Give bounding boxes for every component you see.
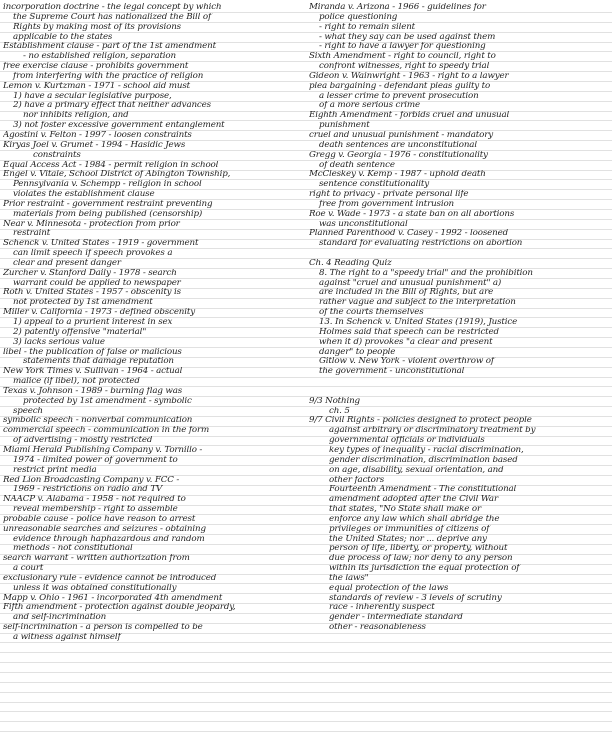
note-line: 2) patently offensive "material" <box>13 327 147 337</box>
note-line: amendment adopted after the Civil War <box>329 495 498 505</box>
note-line: 2) have a primary effect that neither advances <box>13 101 211 111</box>
note-line: ch. 5 <box>329 406 350 416</box>
note-line: unreasonable searches and seizures - obtaining <box>3 524 206 534</box>
note-line: not protected by 1st amendment <box>13 298 153 308</box>
note-line: free from government intrusion <box>319 199 455 209</box>
note-line: speech <box>13 406 43 416</box>
note-line: the laws" <box>329 573 369 583</box>
note-line: confront witnesses, right to speedy trial <box>319 62 490 72</box>
note-line: 13. In Schenck v. United States (1919), Justice <box>319 318 518 327</box>
note-line: of death sentence <box>319 160 395 170</box>
note-line: 9/3 Nothing <box>309 396 360 406</box>
note-line: McCleskey v. Kemp - 1987 - uphold death <box>309 170 486 180</box>
note-line: that states, "No State shall make or <box>329 505 481 515</box>
note-line: 8. The right to a "speedy trial" and the prohibition <box>319 268 533 278</box>
note-line: 1974 - limited power of government to <box>13 455 178 465</box>
note-line: Establishment clause - part of the 1st amendment <box>3 42 216 52</box>
note-line: Prior restraint - government restraint preventing <box>3 199 213 209</box>
note-line: Gregg v. Georgia - 1976 - constitutionality <box>309 150 488 160</box>
note-line: Ch. 4 Reading Quiz <box>309 258 392 268</box>
note-line: Sixth Amendment - right to council, right to <box>309 52 496 62</box>
note-line: within its jurisdiction the equal protection of <box>329 564 520 574</box>
ruled-line <box>0 662 612 663</box>
note-line: gender - intermediate standard <box>329 613 463 623</box>
note-line: incorporation doctrine - the legal concept by which <box>3 3 222 12</box>
ruled-line <box>0 711 612 712</box>
note-line: - what they say can be used against them <box>319 32 496 42</box>
note-line: search warrant - written authorization from <box>3 554 190 564</box>
note-line: death sentences are unconstitutional <box>319 140 477 150</box>
note-line: other - reasonableness <box>329 623 426 633</box>
note-line: warrant could be applied to newspaper <box>13 278 181 288</box>
note-line: New York Times v. Sullivan - 1964 - actual <box>3 367 183 377</box>
note-line: 9/7 Civil Rights - policies designed to protect people <box>309 416 532 426</box>
note-line: Zurcher v. Stanford Daily - 1978 - search <box>3 268 177 278</box>
note-line: other factors <box>329 475 385 485</box>
note-line: of advertising - mostly restricted <box>13 436 153 446</box>
note-line: equal protection of the laws <box>329 583 449 593</box>
note-line: enforce any law which shall abridge the <box>329 514 500 524</box>
note-line: cruel and unusual punishment - mandatory <box>309 130 493 140</box>
note-line: privileges or immunities of citizens of <box>329 524 490 534</box>
ruled-line <box>0 721 612 722</box>
note-line <box>309 387 609 397</box>
note-line: nor inhibits religion, and <box>23 111 129 121</box>
note-line: free exercise clause - prohibits government <box>3 62 189 72</box>
note-line: rather vague and subject to the interpretation <box>319 298 516 308</box>
note-line: against "cruel and unusual punishment" a) <box>319 278 502 288</box>
note-line: applicable to the states <box>13 32 113 42</box>
note-line: a witness against himself <box>13 633 121 642</box>
note-line: restrict print media <box>13 465 97 475</box>
ruled-line <box>0 731 612 732</box>
note-line: libel - the publication of false or malicious <box>3 347 182 357</box>
note-line: reveal membership - right to assemble <box>13 505 178 515</box>
note-line: unless it was obtained constitutionally <box>13 583 177 593</box>
note-line: of a more serious crime <box>319 101 420 111</box>
note-line: Eighth Amendment - forbids cruel and unusual <box>309 111 510 121</box>
note-line: was unconstitutional <box>319 219 408 229</box>
ruled-line <box>0 682 612 683</box>
note-line: the government - unconstitutional <box>319 367 465 377</box>
note-line: 3) not foster excessive government entanglement <box>13 121 225 131</box>
ruled-line <box>0 672 612 673</box>
note-line: - right to remain silent <box>319 22 416 32</box>
note-line: constraints <box>33 150 81 160</box>
note-line: restraint <box>13 229 51 239</box>
note-line: Kiryas Joel v. Grumet - 1994 - Hasidic Jews <box>3 140 186 150</box>
note-line: gender discrimination, discrimination based <box>329 455 518 465</box>
note-line: punishment <box>319 121 370 131</box>
note-line: on age, disability, sexual orientation, and <box>329 465 504 475</box>
note-line: materials from being published (censorship) <box>13 209 203 219</box>
note-line: of the courts themselves <box>319 308 424 318</box>
note-line: Miami Herald Publishing Company v. Tornillo - <box>3 445 203 455</box>
note-line: symbolic speech - nonverbal communication <box>3 416 193 426</box>
note-line: commercial speech - communication in the form <box>3 426 210 436</box>
note-line: against arbitrary or discriminatory treatment by <box>329 426 536 436</box>
note-line: Fourteenth Amendment - The constitutional <box>329 485 517 495</box>
note-line: violates the establishment clause <box>13 190 155 200</box>
note-line: can limit speech if speech provokes a <box>13 249 173 259</box>
left-notes-column <box>3 3 303 643</box>
note-line: Holmes said that speech can be restricted <box>319 327 499 337</box>
note-line: sentence constitutionality <box>319 180 430 190</box>
note-line: Rights by making most of its provisions <box>13 22 181 32</box>
note-line: danger" to people <box>319 347 396 357</box>
note-line: a court <box>13 564 44 574</box>
note-line: race - inherently suspect <box>329 603 435 613</box>
note-line: self-incrimination - a person is compelled to be <box>3 623 203 633</box>
note-line: standards of review - 3 levels of scrutiny <box>329 593 502 603</box>
note-line: Planned Parenthood v. Casey - 1992 - loosened <box>309 229 508 239</box>
note-line: Schenck v. United States - 1919 - government <box>3 239 199 249</box>
note-line: Equal Access Act - 1984 - permit religion in school <box>3 160 219 170</box>
note-line: NAACP v. Alabama - 1958 - not required to <box>3 495 186 505</box>
note-line: Pennsylvania v. Schempp - religion in school <box>13 180 202 190</box>
note-line <box>309 249 609 259</box>
note-line: 3) lacks serious value <box>13 337 105 347</box>
note-line <box>309 377 609 387</box>
note-line: the Supreme Court has nationalized the Bill of <box>13 12 212 22</box>
note-line: Miranda v. Arizona - 1966 - guidelines for <box>309 3 486 12</box>
ruled-line <box>0 692 612 693</box>
note-line: Red Lion Broadcasting Company v. FCC - <box>3 475 180 485</box>
note-line: standard for evaluating restrictions on abortion <box>319 239 523 249</box>
note-line: Near v. Minnesota - protection from prior <box>3 219 180 229</box>
note-line: and self-incrimination <box>13 613 107 623</box>
note-line: Roth v. United States - 1957 - obscenity is <box>3 288 181 298</box>
note-line: Mapp v. Ohio - 1961 - incorporated 4th amendment <box>3 593 223 603</box>
note-line: the United States; nor ... deprive any <box>329 534 487 544</box>
note-line: probable cause - police have reason to arrest <box>3 514 196 524</box>
note-line: statements that damage reputation <box>23 357 174 367</box>
note-line: Roe v. Wade - 1973 - a state ban on all abortions <box>309 209 515 219</box>
note-line: - no established religion, separation <box>23 52 176 62</box>
note-line: Miller v. California - 1973 - defined obscenity <box>3 308 195 318</box>
note-line: governmental officials or individuals <box>329 436 485 446</box>
note-line: 1) appeal to a prurient interest in sex <box>13 318 173 327</box>
right-notes-column <box>309 3 609 633</box>
note-line: a lesser crime to prevent prosecution <box>319 91 479 101</box>
note-line: right to privacy - private personal life <box>309 190 469 200</box>
note-line: Lemon v. Kurtzman - 1971 - school aid must <box>3 81 190 91</box>
note-line: from interfering with the practice of religion <box>13 71 204 81</box>
note-line: Agostini v. Felton - 1997 - loosen constraints <box>3 130 192 140</box>
note-line: Gitlow v. New York - violent overthrow of <box>319 357 494 367</box>
note-line: 1) have a secular legislative purpose, <box>13 91 172 101</box>
note-line: due process of law; nor deny to any person <box>329 554 513 564</box>
note-line: exclusionary rule - evidence cannot be introduced <box>3 573 217 583</box>
note-line: malice (if libel), not protected <box>13 377 140 387</box>
note-line: - right to have a lawyer for questioning <box>319 42 486 52</box>
note-line: person of life, liberty, or property, without <box>329 544 508 554</box>
ruled-line <box>0 652 612 653</box>
note-line: are included in the Bill of Rights, but are <box>319 288 494 298</box>
note-line: police questioning <box>319 12 398 22</box>
note-line: Engel v. Vitale, School District of Abington Township, <box>3 170 231 180</box>
note-line: when it d) provokes "a clear and present <box>319 337 493 347</box>
note-line: plea bargaining - defendant pleas guilty to <box>309 81 491 91</box>
note-line: key types of inequality - racial discrimination, <box>329 445 524 455</box>
note-line: Fifth amendment - protection against double jeopardy, <box>3 603 236 613</box>
ruled-line <box>0 702 612 703</box>
note-line: clear and present danger <box>13 258 121 268</box>
note-line: methods - not constitutional <box>13 544 133 554</box>
note-line: evidence through haphazardous and random <box>13 534 205 544</box>
note-line: Gideon v. Wainwright - 1963 - right to a lawyer <box>309 71 509 81</box>
note-line: 1969 - restrictions on radio and TV <box>13 485 163 495</box>
note-line: protected by 1st amendment - symbolic <box>23 396 192 406</box>
note-line: Texas v. Johnson - 1989 - burning flag was <box>3 386 183 396</box>
